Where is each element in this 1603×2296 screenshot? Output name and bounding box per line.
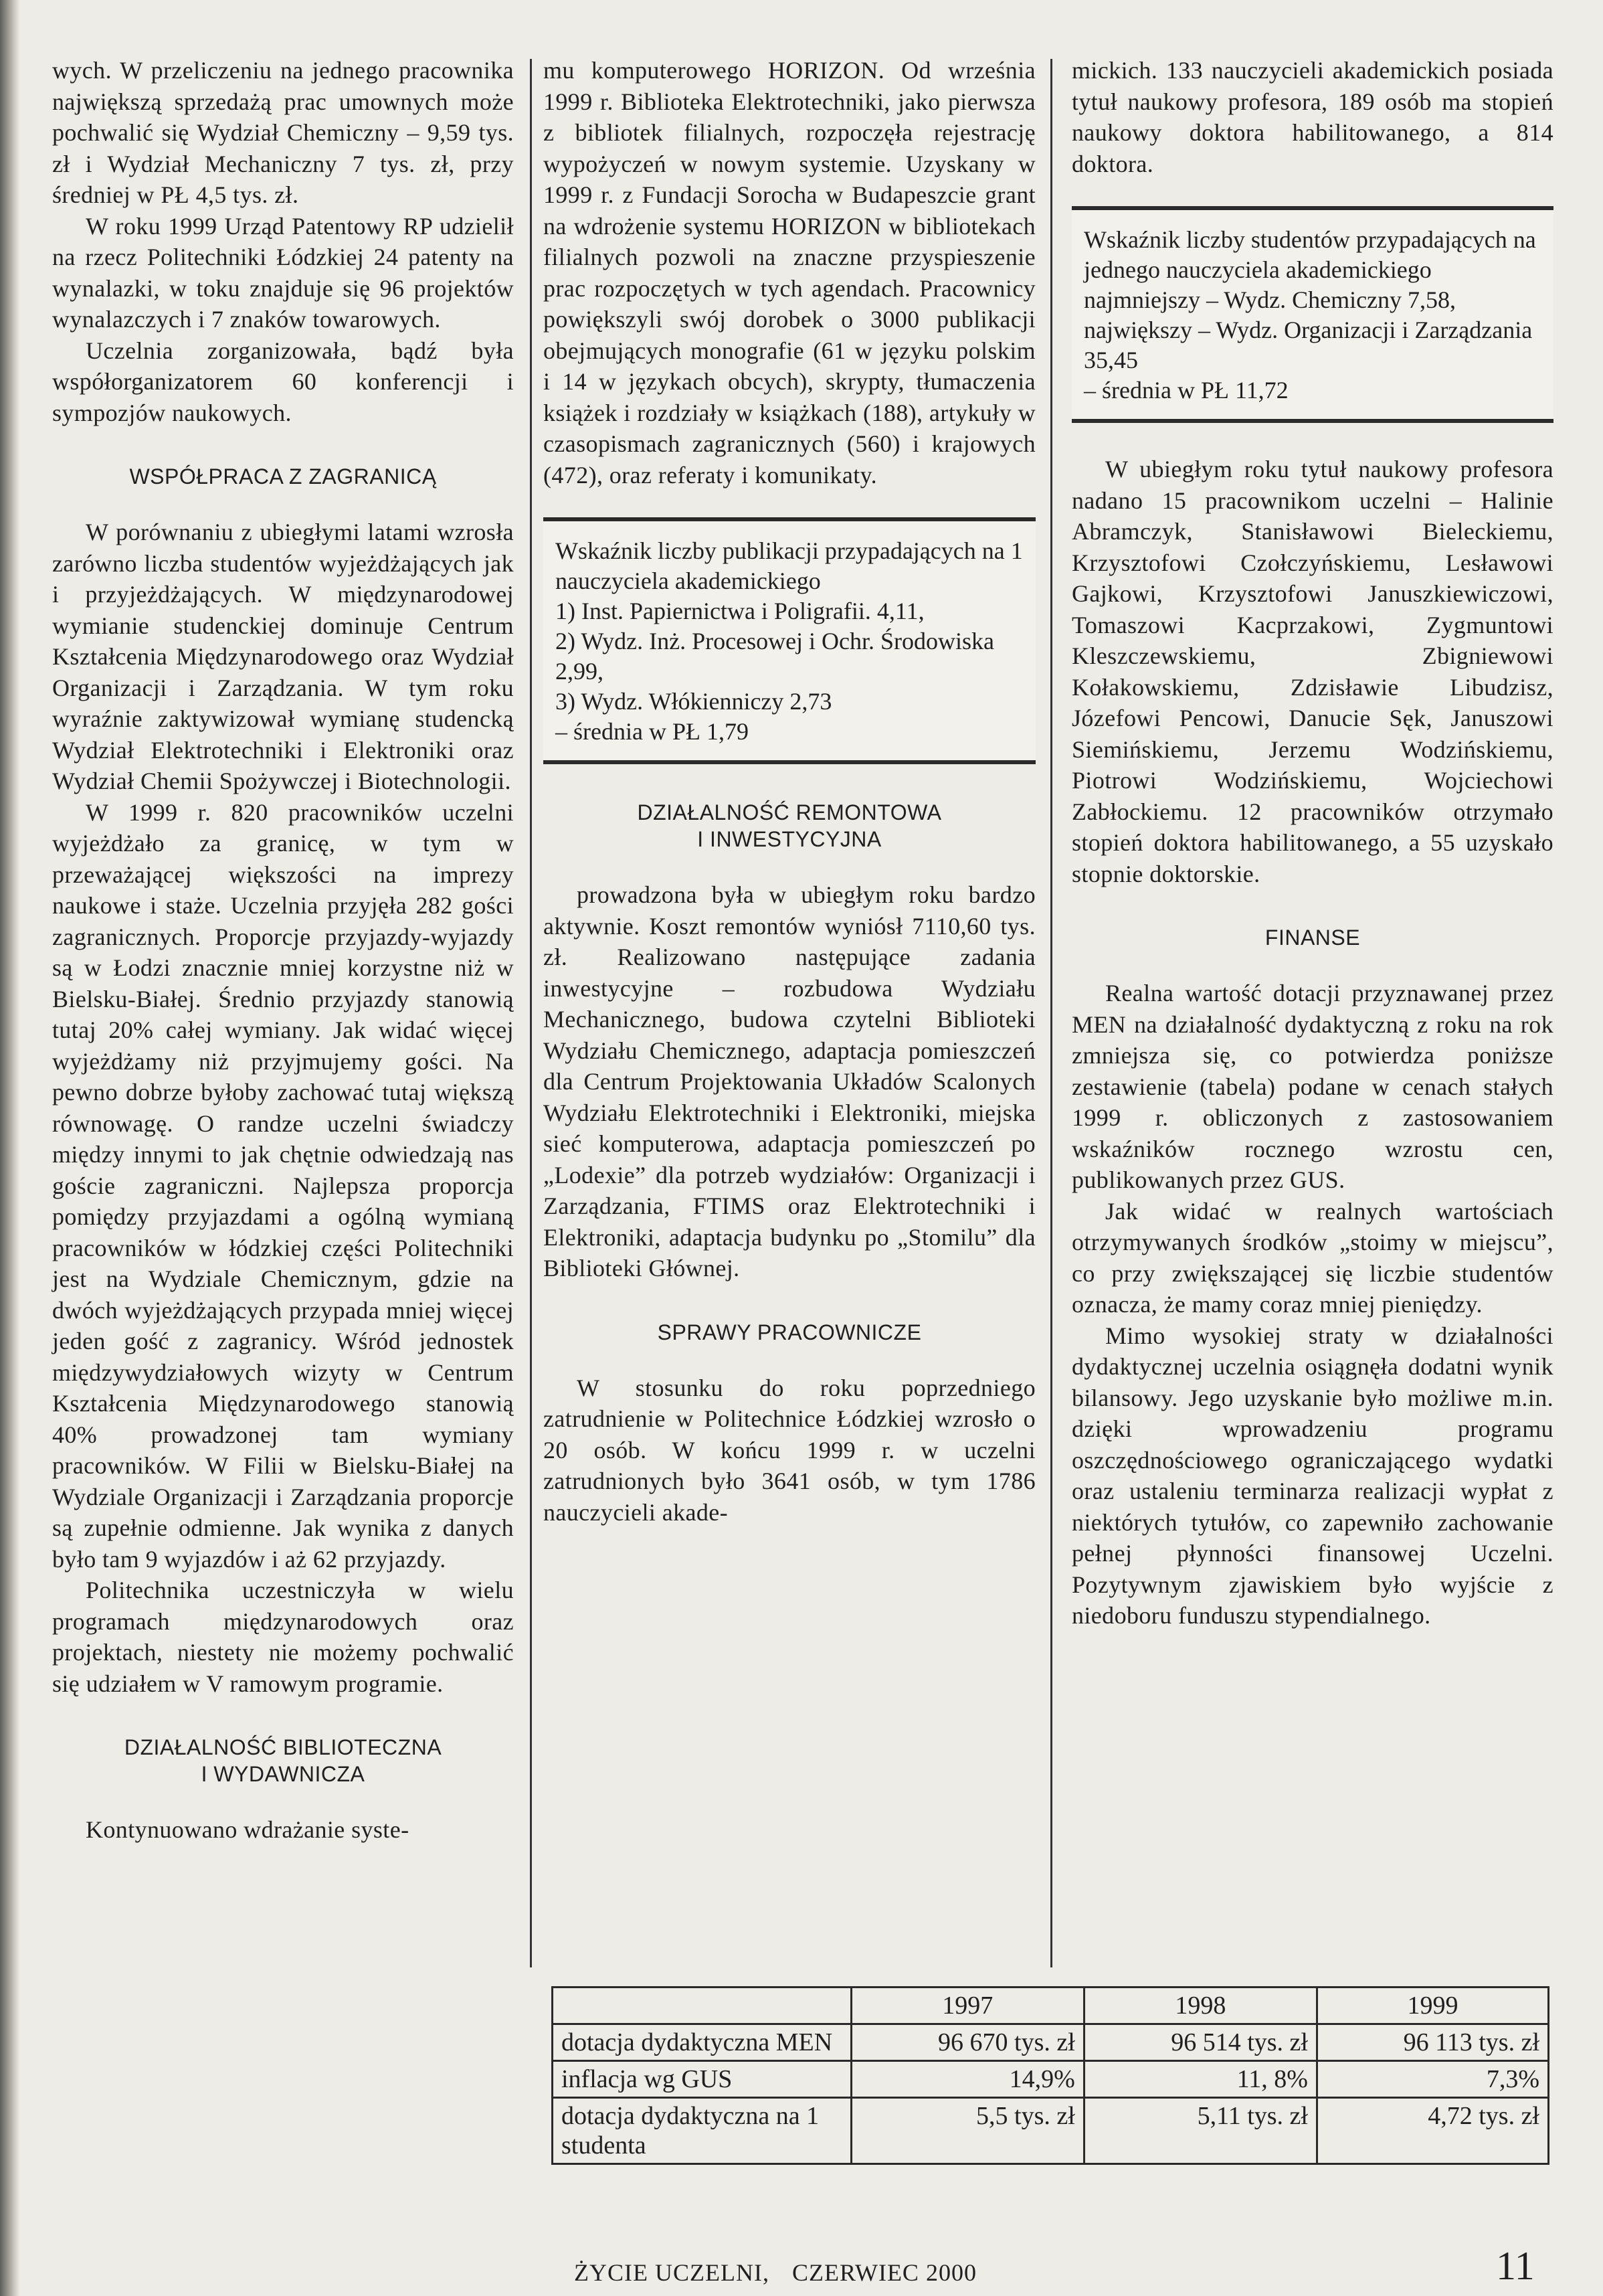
table-cell: 4,72 tys. zł: [1317, 2098, 1548, 2164]
paragraph: mickich. 133 nauczycieli akademickich posiada tytuł naukowy profesora, 189 osób ma stopień naukowy doktora habilitowanego, a 814 doktora.: [1072, 57, 1553, 177]
statistics-box: [1072, 206, 1553, 423]
table-cell: 96 514 tys. zł: [1084, 2024, 1317, 2061]
column-2: [543, 55, 1036, 1528]
table-row-label: dotacja dydaktyczna MEN: [553, 2024, 852, 2061]
box-line: 2) Wydz. Inż. Procesowej i Ochr. Środowiska 2,99,: [555, 628, 995, 685]
paragraph: Mimo wysokiej straty w działalności dydaktycznej uczelnia osiągnęła dodatni wynik bilansowy. Jego uzyskanie było możliwe m.in. dzięki wprowadzeniu programu oszczędnościowego ograniczającego wydatki oraz ustaleniu terminarza realizacji wypłat z niektórych tytułów, co zapewniło zachowanie pełnej płynności finansowej Uczelni. Pozytywnym zjawiskiem było wyjście z niedoboru funduszu stypendialnego.: [1072, 1322, 1553, 1629]
paragraph: wych. W przeliczeniu na jednego pracownika największą sprzedażą prac umownych może pochwalić się Wydział Chemiczny – 9,59 tys. zł i Wydział Mechaniczny 7 tys. zł, przy średniej w PŁ 4,5 tys. zł.: [52, 57, 514, 208]
table-cell: 96 113 tys. zł: [1317, 2024, 1548, 2061]
section-heading: FINANSE: [1264, 925, 1361, 950]
table-row: [553, 2061, 1549, 2098]
table-header-row: [553, 1988, 1549, 2024]
table-row: [553, 2098, 1549, 2164]
box-line: 1) Inst. Papiernictwa i Poligrafii. 4,11,: [555, 598, 925, 624]
table-year-header: 1998: [1084, 1988, 1317, 2024]
journal-title: ŻYCIE UCZELNI,: [574, 2259, 769, 2286]
paragraph: W 1999 r. 820 pracowników uczelni wyjeżdżało za granicę, w tym w przeważającej większości na imprezy naukowe i staże. Uczelnia przyjęła 282 gości zagranicznych. Proporcje przyjazdy-wyjazdy są w Łodzi znacznie mniej korzystne niż w Bielsku-Białej. Średnio przyjazdy stanowią tutaj 20% całej wymiany. Jak widać więcej wyjeżdżamy niż przyjmujemy gości. Na pewno dobrze byłoby zachować tutaj większą równowagę. O randze uczelni świadczy między innymi to jak chętnie odwiedzają nas goście zagraniczni. Najlepsza proporcja pomiędzy przyjazdami a ogólną wymianą pracowników w łódzkiej części Politechniki jest na Wydziale Chemicznym, gdzie na dwóch wyjeżdżających przypada mniej więcej jeden gość z zagranicy. Wśród jednostek międzywydziałowych wizyty w Centrum Kształcenia Międzynarodowego stanowią 40% prowadzonej tam wymiany pracowników. W Filii w Bielsku-Białej na Wydziale Organizacji i Zarządzania proporcje są zupełnie odmienne. Jak wynika z danych było tam 9 wyjazdów i aż 62 przyjazdy.: [52, 798, 514, 1573]
table-cell: 5,5 tys. zł: [851, 2098, 1084, 2164]
section-heading-line: DZIAŁALNOŚĆ BIBLIOTECZNA: [124, 1735, 442, 1759]
paragraph: W stosunku do roku poprzedniego zatrudnienie w Politechnice Łódzkiej wzrosło o 20 osób. W końcu 1999 r. w uczelni zatrudnionych było 3641 osób, w tym 1786 nauczycieli akade-: [543, 1374, 1036, 1526]
box-line: najmniejszy – Wydz. Chemiczny 7,58,: [1084, 286, 1456, 313]
table-row-label: inflacja wg GUS: [553, 2061, 852, 2098]
section-heading: WSPÓŁPRACA Z ZAGRANICĄ: [129, 464, 437, 489]
table-year-header: 1999: [1317, 1988, 1548, 2024]
box-line: – średnia w PŁ 1,79: [555, 718, 749, 745]
table-cell: 11, 8%: [1084, 2061, 1317, 2098]
table-corner-cell: [553, 1988, 852, 2024]
column-rule: [1050, 59, 1052, 1967]
issue-date: CZERWIEC 2000: [791, 2259, 977, 2286]
table-cell: 96 670 tys. zł: [851, 2024, 1084, 2061]
section-heading: [543, 799, 1036, 853]
column-rule: [530, 59, 532, 1967]
section-heading: SPRAWY PRACOWNICZE: [657, 1320, 922, 1344]
paragraph: prowadzona była w ubiegłym roku bardzo aktywnie. Koszt remontów wyniósł 7110,60 tys. zł. Realizowano następujące zadania inwestycyjne – rozbudowa Wydziału Mechanicznego, budowa czytelni Biblioteki Wydziału Chemicznego, adaptacja pomieszczeń dla Centrum Projektowania Układów Scalonych Wydziału Elektrotechniki i Elektroniki, miejska sieć komputerowa, adaptacja pomieszczeń po „Lodexie” dla potrzeb wydziałów: Organizacji i Zarządzania, FTIMS oraz Elektrotechniki i Elektroniki, adaptacja budynku po „Stomilu” dla Biblioteki Głównej.: [543, 881, 1036, 1282]
paragraph: W ubiegłym roku tytuł naukowy profesora nadano 15 pracownikom uczelni – Halinie Abramczyk, Stanisławowi Bieleckiemu, Krzysztofowi Czołczyńskiemu, Lesławowi Gajkowi, Krzysztofowi Januszkiewiczowi, Tomaszowi Kacprzakowi, Zygmuntowi Kleszczewskiemu, Zbigniewowi Kołakowskiemu, Zdzisławie Libudzisz, Józefowi Pencowi, Danucie Sęk, Januszowi Siemińskiemu, Jerzemu Wodzińskiemu, Piotrowi Wodzińskiemu, Wojciechowi Zabłockiemu. 12 pracowników otrzymało stopień doktora habilitowanego, a 55 uzyskało stopnie doktorskie.: [1072, 456, 1553, 887]
box-line: 3) Wydz. Włókienniczy 2,73: [555, 688, 832, 715]
page-number: 11: [1496, 2244, 1535, 2288]
section-heading-line: I INWESTYCYJNA: [697, 827, 882, 851]
paragraph: Politechnika uczestniczyła w wielu programach międzynarodowych oraz projektach, niestety nie możemy pochwalić się udziałem w V ramowym programie.: [52, 1577, 514, 1697]
paragraph: W porównaniu z ubiegłymi latami wzrosła zarówno liczba studentów wyjeżdżających jak i przyjeżdżających. W międzynarodowej wymianie studenckiej dominuje Centrum Kształcenia Międzynarodowego oraz Wydział Organizacji i Zarządzania. W tym roku wyraźnie zaktywizował wymianę studencką Wydział Elektrotechniki i Elektroniki oraz Wydział Chemii Spożywczej i Biotechnologii.: [52, 519, 514, 794]
statistics-box: [543, 517, 1036, 764]
column-1: [52, 55, 514, 1846]
table-row: [553, 2024, 1549, 2061]
paragraph: Uczelnia zorganizowała, bądź była współorganizatorem 60 konferencji i sympozjów naukowych.: [52, 337, 514, 426]
page-footer: [574, 2259, 977, 2287]
box-title: Wskaźnik liczby publikacji przypadających na 1 nauczyciela akademickiego: [555, 537, 1023, 594]
paragraph: mu komputerowego HORIZON. Od września 1999 r. Biblioteka Elektrotechniki, jako pierwsza z bibliotek filialnych, rozpoczęła rejestrację wypożyczeń w nowym systemie. Uzyskany w 1999 r. z Fundacji Sorocha w Budapeszcie grant na wdrożenie systemu HORIZON w bibliotekach filialnych pozwoli na znaczne przyspieszenie prac rozpoczętych w tych agendach. Pracownicy powiększyli swój dorobek o 3000 publikacji obejmujących monografie (61 w języku polskim i 14 w językach obcych), skrypty, tłumaczenia książek i rozdziały w książkach (188), artykuły w czasopismach zagranicznych (560) i krajowych (472), oraz referaty i komunikaty.: [543, 57, 1036, 489]
paragraph: Realna wartość dotacji przyznawanej przez MEN na działalność dydaktyczną z roku na rok zmniejsza się, co potwierdza poniższe zestawienie (tabela) podane w cenach stałych 1999 r. obliczonych z zastosowaniem wskaźników rocznego wzrostu cen, publikowanych przez GUS.: [1072, 980, 1553, 1193]
table-cell: 5,11 tys. zł: [1084, 2098, 1317, 2164]
column-3: [1072, 55, 1553, 1631]
box-line: największy – Wydz. Organizacji i Zarządzania 35,45: [1084, 317, 1533, 373]
box-line: – średnia w PŁ 11,72: [1084, 377, 1289, 404]
table-cell: 14,9%: [851, 2061, 1084, 2098]
box-title: Wskaźnik liczby studentów przypadających na jednego nauczyciela akademickiego: [1084, 226, 1536, 283]
paragraph: Kontynuowano wdrażanie syste-: [86, 1816, 409, 1843]
section-heading: [52, 1734, 514, 1787]
paragraph: W roku 1999 Urząd Patentowy RP udzielił na rzecz Politechniki Łódzkiej 24 patenty na wynalazki, w toku znajduje się 96 projektów wynalazczych i 7 znaków towarowych.: [52, 212, 514, 333]
binding-shadow: [0, 0, 20, 2296]
finance-table: [551, 1986, 1549, 2165]
table-row-label: dotacja dydaktyczna na 1 studenta: [553, 2098, 852, 2164]
table-cell: 7,3%: [1317, 2061, 1548, 2098]
table-year-header: 1997: [851, 1988, 1084, 2024]
section-heading-line: DZIAŁALNOŚĆ REMONTOWA: [637, 800, 942, 824]
paragraph: Jak widać w realnych wartościach otrzymywanych środków „stoimy w miejscu”, co przy zwiększającej się liczbie studentów oznacza, że mamy coraz mniej pieniędzy.: [1072, 1197, 1553, 1318]
section-heading-line: I WYDAWNICZA: [201, 1762, 365, 1786]
